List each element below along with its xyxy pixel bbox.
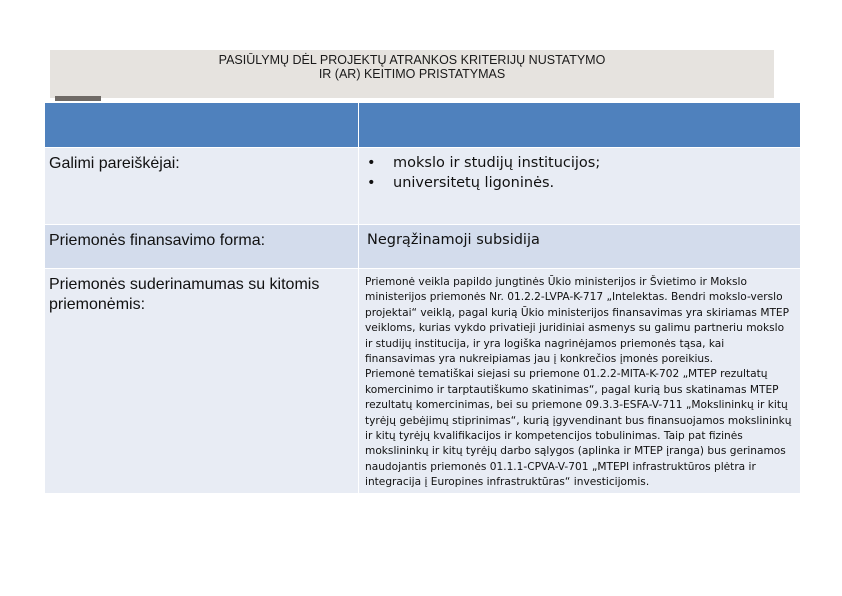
row-label-compatibility: Priemonės suderinamumas su kitomis priemonėmis:: [45, 269, 359, 494]
compatibility-paragraph-1: Priemonė veikla papildo jungtinės Ūkio ministerijos ir Švietimo ir Mokslo ministerijos priemonės Nr. 01.2.2-LVPA-K-717 „Intelektas. Bendri mokslo-verslo projektai“ veiklą, pagal kurią Ūkio ministerijos finansavimas yra skiriamas MTEP veikloms, kurias vykdo privatieji juridiniai asmenys su galimu partneriu mokslo ir studijų institucija, ir yra logiška nagrinėjamos priemonės tąsa, kai finansavimas yra nukreipiamas jau į konkrečios įmonės poreikius.: [365, 276, 790, 366]
bullet-icon: •: [367, 175, 376, 191]
table-row-compatibility: [45, 269, 801, 494]
row-value-compatibility: [359, 269, 801, 494]
title-accent-bar: [55, 96, 101, 101]
row-label-applicants: Galimi pareiškėjai:: [45, 148, 359, 225]
title-line-1: PASIŪLYMŲ DĖL PROJEKTŲ ATRANKOS KRITERIJŲ NUSTATYMO: [218, 53, 606, 67]
list-item: [367, 173, 800, 193]
table-header-row: [45, 103, 801, 148]
applicants-list: [359, 148, 800, 193]
row-label-financing: Priemonės finansavimo forma:: [45, 225, 359, 269]
table-row-applicants: [45, 148, 801, 225]
title-line-2: IR (AR) KEITIMO PRISTATYMAS: [318, 67, 506, 81]
table-row-financing: [45, 225, 801, 269]
row-value-applicants: [359, 148, 801, 225]
header-cell-left: [45, 103, 359, 148]
list-item-text: mokslo ir studijų institucijos;: [393, 155, 601, 171]
row-value-financing: Negrąžinamoji subsidija: [359, 225, 801, 269]
page-title: [50, 53, 774, 81]
compatibility-paragraph-2: Priemonė tematiškai siejasi su priemone 01.2.2-MITA-K-702 „MTEP rezultatų komercinimo ir tarptautiškumo skatinimas“, pagal kurią bus skatinamas MTEP rezultatų komercinimas, bei su priemone 09.3.3-ESFA-V-711 „Mokslininkų ir kitų tyrėjų gebėjimų stiprinimas“, kurią įgyvendinant bus finansuojamos mokslininkų ir kitų tyrėjų kvalifikacijos ir kompetencijos tobulinimas. Taip pat fizinės mokslininkų ir kitų tyrėjų darbo sąlygos (aplinka ir MTEP įranga) bus gerinamos naudojantis priemonės 01.1.1-CPVA-V-701 „MTEPI infrastruktūros plėtra ir integracija į Europines infrastruktūras“ investicijomis.: [365, 368, 792, 489]
list-item: [367, 153, 800, 173]
header-cell-right: [359, 103, 801, 148]
bullet-icon: •: [367, 155, 376, 171]
title-banner: [50, 50, 774, 98]
info-table: [44, 102, 801, 494]
list-item-text: universitetų ligoninės.: [393, 175, 555, 191]
